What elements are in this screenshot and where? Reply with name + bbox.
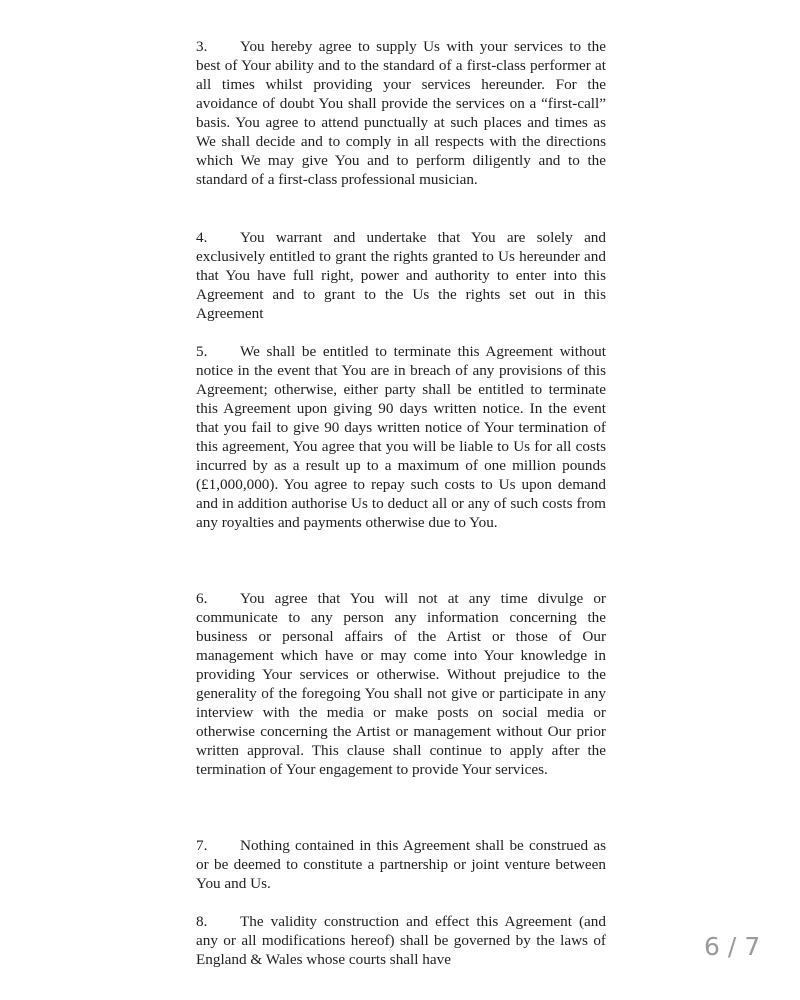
total-pages: 7	[744, 932, 763, 961]
clause-text: You warrant and undertake that You are solely and exclusively entitled to grant the rights granted to Us hereunder and that You have full right, power and authority to enter into this Agreement and to grant to the Us the rights set out in this Agreement	[196, 229, 606, 322]
current-page: 6	[704, 932, 722, 961]
clause-3	[196, 37, 606, 189]
clause-number: 7.	[196, 837, 208, 854]
clause-4	[196, 228, 606, 323]
clause-5	[196, 342, 606, 532]
clause-number: 5.	[196, 343, 208, 360]
page-separator: /	[727, 932, 739, 961]
page-indicator	[704, 932, 762, 961]
clause-8	[196, 912, 606, 969]
clause-text: You hereby agree to supply Us with your services to the best of Your ability and to the standard of a first-class performer at all times whilst providing your services hereunder. For the avoidance of doubt You shall provide the services on a “first-call” basis. You agree to attend punctually at such places and times as We shall decide and to comply in all respects with the directions which We may give You and to perform diligently and to the standard of a first-class professional musician.	[196, 38, 606, 188]
clause-number: 3.	[196, 38, 208, 55]
clause-6	[196, 589, 606, 779]
clause-text: You agree that You will not at any time divulge or communicate to any person any information concerning the business or personal affairs of the Artist or those of Our management which have or may come into Your knowledge in providing Your services or otherwise. Without prejudice to the generality of the foregoing You shall not give or participate in any interview with the media or make posts on social media or otherwise concerning the Artist or management without Our prior written approval. This clause shall continue to apply after the termination of Your engagement to provide Your services.	[196, 590, 606, 778]
clause-text: Nothing contained in this Agreement shall be construed as or be deemed to constitute a partnership or joint venture between You and Us.	[196, 837, 606, 892]
clause-number: 8.	[196, 913, 208, 930]
clause-number: 6.	[196, 590, 208, 607]
clause-text: The validity construction and effect this Agreement (and any or all modifications hereof) shall be governed by the laws of England & Wales whose courts shall have	[196, 913, 606, 968]
clause-text: We shall be entitled to terminate this Agreement without notice in the event that You are in breach of any provisions of this Agreement; otherwise, either party shall be entitled to terminate this Agreement upon giving 90 days written notice. In the event that you fail to give 90 days written notice of Your termination of this agreement, You agree that you will be liable to Us for all costs incurred by as a result up to a maximum of one million pounds (£1,000,000). You agree to repay such costs to Us upon demand and in addition authorise Us to deduct all or any of such costs from any royalties and payments otherwise due to You.	[196, 343, 606, 531]
clause-7	[196, 836, 606, 893]
clause-number: 4.	[196, 229, 208, 246]
